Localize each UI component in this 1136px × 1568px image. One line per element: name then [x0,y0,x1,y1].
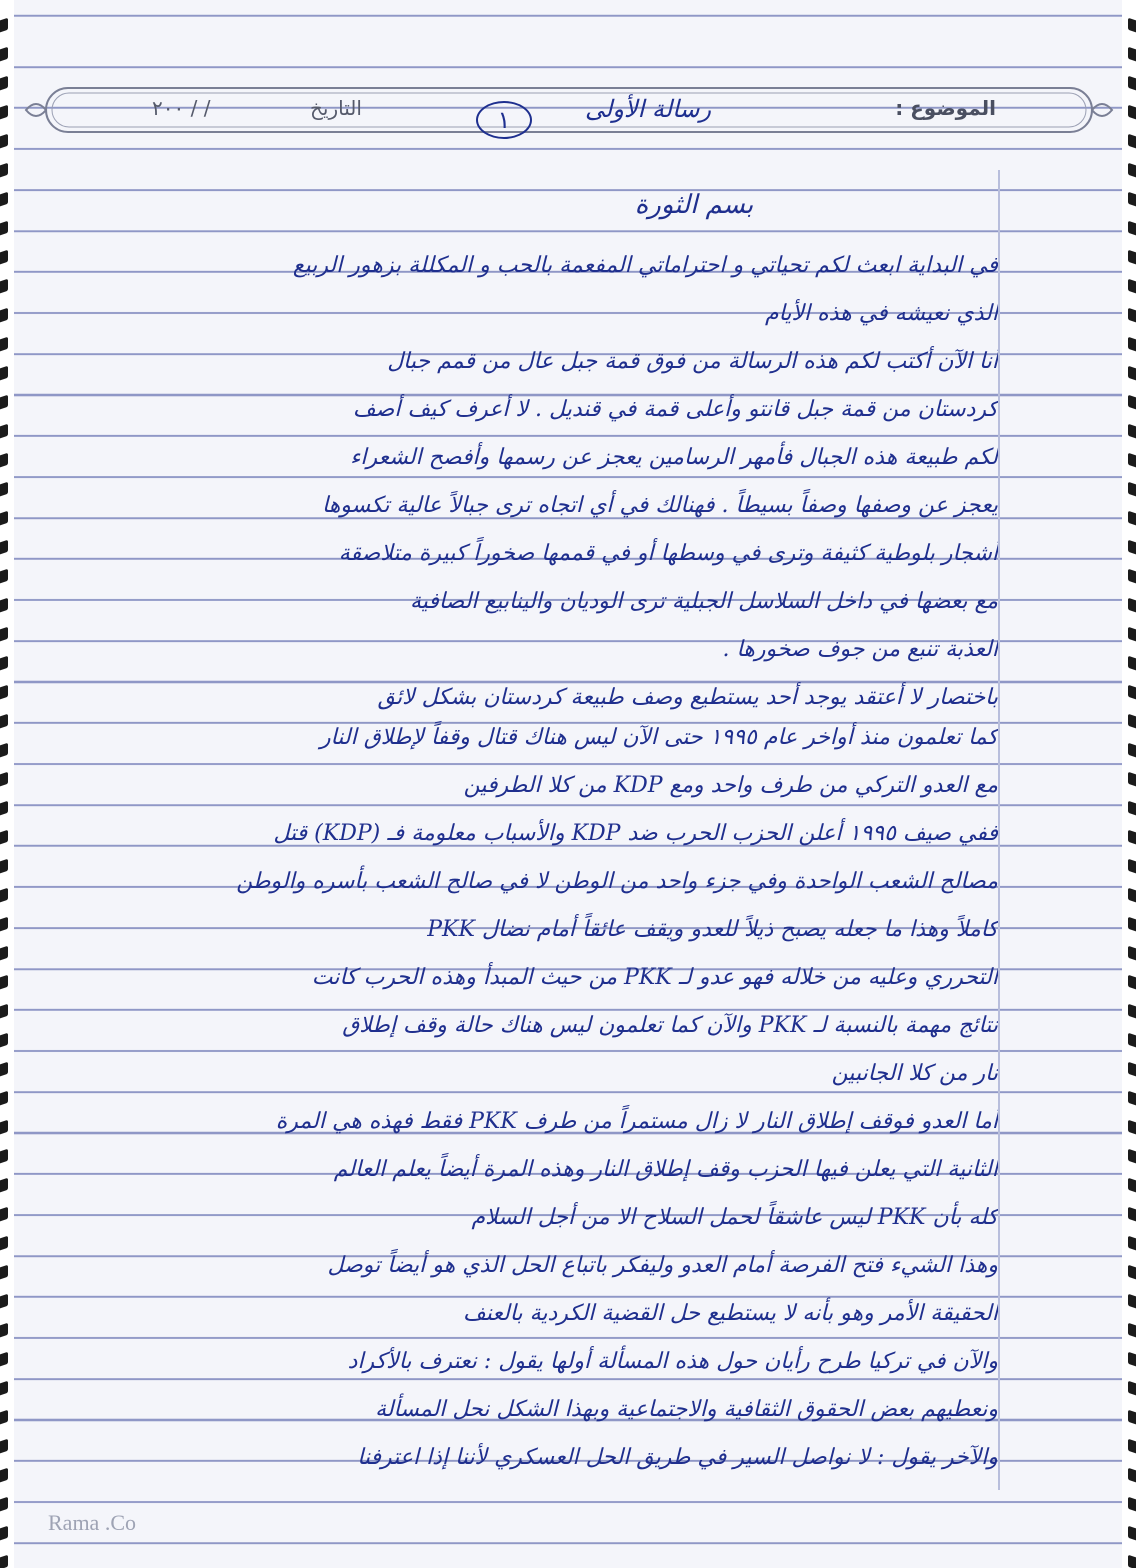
letter-line: والآخر يقول : لا نواصل السير في طريق الحل العسكري لأننا إذا اعترفنا [357,1445,998,1470]
page-number-circle: ١ [476,101,532,139]
letter-line: الحقيقة الأمر وهو بأنه لا يستطيع حل القضية الكردية بالعنف [463,1301,998,1326]
perforation-hole [1128,1381,1136,1398]
date-value: / / ٢٠٠ [152,96,211,120]
perforation-hole [1128,192,1136,209]
letter-line: مصالح الشعب الواحدة وفي جزء واحد من الوطن لا في صالح الشعب بأسره والوطن [236,869,998,894]
letter-line: العذبة تنبع من جوف صخورها . [722,637,998,662]
letter-line: وهذا الشيء فتح الفرصة أمام العدو وليفكر باتباع الحل الذي هو أيضاً توصل [327,1253,998,1278]
perforation-hole [1128,1439,1136,1456]
letter-line: أشجار بلوطية كثيفة وترى في وسطها أو في قممها صخوراً كبيرة متلاصقة [338,541,998,566]
perforation-hole [1128,1323,1136,1340]
letter-heading: بسم الثورة [634,190,754,220]
subject-label: الموضوع : [895,96,996,120]
letter-line: في البداية ابعث لكم تحياتي و احتراماتي المفعمة بالحب و المكللة بزهور الربيع [292,253,998,278]
perforation-hole [1128,540,1136,557]
letter-line: باختصار لا أعتقد يوجد أحد يستطيع وصف طبيعة كردستان بشكل لائق [377,685,998,710]
letter-title: رسالة الأولى [585,95,712,123]
perforation-hole [1128,453,1136,470]
perforation-hole [1128,627,1136,644]
perforation-hole [0,18,8,35]
letter-line: كله بأن PKK ليس عاشقاً لحمل السلاح الا من أجل السلام [471,1205,998,1230]
letter-line: كاملاً وهذا ما جعله يصبح ذيلاً للعدو ويقف عائقاً أمام نضال PKK [427,917,998,942]
perforation-hole [1128,47,1136,64]
watermark: Rama .Co [48,1510,136,1535]
letter-line: كردستان من قمة جبل قانتو وأعلى قمة في قنديل . لا أعرف كيف أصف [352,397,998,422]
perforation-hole [1128,18,1136,35]
letter-line: مع بعضها في داخل السلاسل الجبلية ترى الوديان والينابيع الصافية [409,589,998,614]
perforation-hole [1128,1265,1136,1282]
perforation-hole [1128,888,1136,905]
perforation-hole [1128,308,1136,325]
perforation-hole [1128,279,1136,296]
perforation-hole [0,1497,8,1514]
letter-line: أنا الآن أكتب لكم هذه الرسالة من فوق قمة جبل عال من قمم جبال [387,349,998,374]
letter-line: أما العدو فوقف إطلاق النار لا زال مستمراً من طرف PKK فقط فهذه هي المرة [275,1109,998,1134]
perforation-hole [1128,1033,1136,1050]
perforation-hole [1128,1178,1136,1195]
perforation-hole [1128,1062,1136,1079]
letter-line: الثانية التي يعلن فيها الحزب وقف إطلاق النار وهذه المرة أيضاً يعلم العالم [333,1157,998,1182]
letter-line: كما تعلمون منذ أواخر عام ١٩٩٥ حتى الآن ليس هناك قتال وقفاً لإطلاق النار [319,725,998,750]
perforation-hole [1128,1004,1136,1021]
perforation-hole [1128,482,1136,499]
perforation-hole [0,221,8,238]
letter-line: مع العدو التركي من طرف واحد ومع KDP من كلا الطرفين [463,773,998,798]
perforation-hole [1128,975,1136,992]
perforation-hole [1128,1207,1136,1224]
perforation-hole [1128,1352,1136,1369]
perforation-hole [1128,1294,1136,1311]
perforation-hole [1128,511,1136,528]
perforation-hole [1128,221,1136,238]
perforation-hole [1128,395,1136,412]
perforation-hole [1128,656,1136,673]
perforation-hole [0,192,8,209]
letter-line: والآن في تركيا طرح رأيان حول هذه المسألة أولها يقول : نعترف بالأكراد [347,1349,998,1374]
perforation-hole [1128,1236,1136,1253]
perforation-hole [0,134,8,151]
perforation-hole [1128,598,1136,615]
perforation-hole [0,76,8,93]
perforation-hole [1128,134,1136,151]
perforation-hole [1128,424,1136,441]
letter-body [14,0,1122,1568]
perforation-hole [1128,1526,1136,1543]
perforation-hole [1128,569,1136,586]
perforation-hole [1128,250,1136,267]
perforation-hole [1128,163,1136,180]
perforation-hole [1128,743,1136,760]
perforation-hole [1128,1149,1136,1166]
perforation-hole [1128,105,1136,122]
letter-line: ونعطيهم بعض الحقوق الثقافية والاجتماعية وبهذا الشكل نحل المسألة [375,1397,998,1422]
perforation-hole [1128,859,1136,876]
perforation-hole [1128,1410,1136,1427]
perforation-hole [1128,1468,1136,1485]
perforation-hole [1128,1555,1136,1568]
perforation-hole [1128,685,1136,702]
date-label: التاريخ [310,96,362,120]
perforation-hole [1128,772,1136,789]
perforation-hole [1128,366,1136,383]
letter-line: نتائج مهمة بالنسبة لـ PKK والآن كما تعلمون ليس هناك حالة وقف إطلاق [342,1013,998,1038]
letter-line: التحرري وعليه من خلاله فهو عدو لـ PKK من حيث المبدأ وهذه الحرب كانت [311,965,998,990]
perforation-hole [1128,946,1136,963]
perforation-hole [0,1555,8,1568]
right-perforation-edge [1122,0,1136,1568]
letter-line: نار من كلا الجانبين [831,1061,998,1086]
perforation-hole [1128,337,1136,354]
letter-line: ففي صيف ١٩٩٥ أعلن الحزب الحرب ضد KDP والأسباب معلومة فـ (KDP) قتل [273,821,998,846]
perforation-hole [1128,1120,1136,1137]
perforation-hole [1128,917,1136,934]
perforation-hole [0,163,8,180]
perforation-hole [1128,1497,1136,1514]
perforation-hole [1128,1091,1136,1108]
perforation-hole [1128,76,1136,93]
letter-line: الذي نعيشه في هذه الأيام [765,301,998,326]
perforation-hole [0,1526,8,1543]
perforation-hole [1128,830,1136,847]
perforation-hole [0,47,8,64]
letter-line: لكم طبيعة هذه الجبال فأمهر الرسامين يعجز عن رسمها وأفصح الشعراء [350,445,998,470]
letter-line: يعجز عن وصفها وصفاً بسيطاً . فهنالك في أي اتجاه ترى جبالاً عالية تكسوها [321,493,998,518]
perforation-hole [0,105,8,122]
perforation-hole [1128,714,1136,731]
perforation-hole [1128,801,1136,818]
